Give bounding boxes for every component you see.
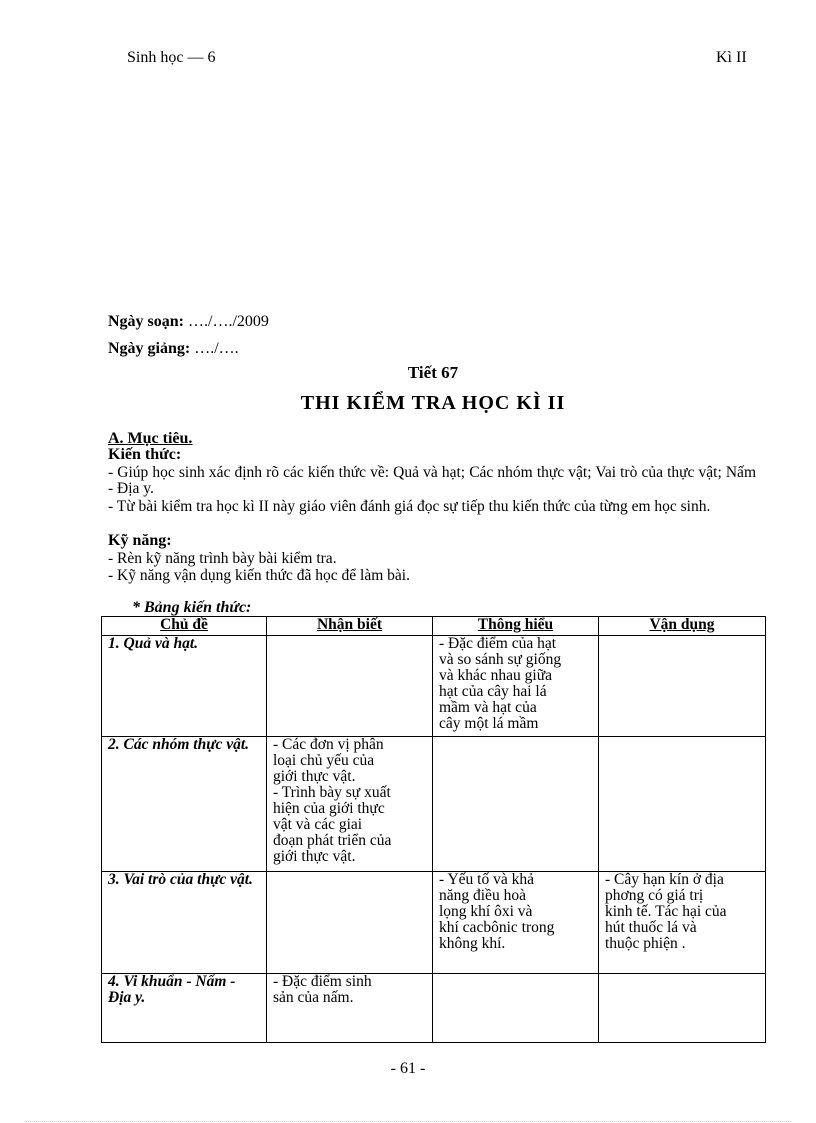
date-prepared-label: Ngày soạn: — [108, 313, 185, 330]
page-bottom-divider — [25, 1121, 791, 1122]
page-number: - 61 - — [390, 1060, 426, 1077]
table-header-row — [102, 617, 766, 636]
row-understand: - Yếu tố và khả năng điều hoà lọng khí ôxi và khí cacbônic trong không khí. — [433, 872, 599, 974]
row-apply — [599, 737, 766, 872]
knowledge-heading: Kiến thức: — [108, 446, 182, 463]
row-topic: 1. Quả và hạt. — [102, 636, 267, 737]
row-recognize — [267, 872, 433, 974]
col-header-topic: Chủ đề — [102, 617, 267, 636]
date-taught — [108, 340, 239, 358]
skills-item-2: - Kỹ năng vận dụng kiến thức đã học để làm bài. — [108, 567, 410, 584]
date-prepared-value: …./…./2009 — [184, 313, 269, 330]
lesson-number: Tiết 67 — [407, 363, 459, 382]
date-taught-value: …./…. — [190, 340, 239, 357]
row-recognize — [267, 636, 433, 737]
row-topic: 3. Vai trò của thực vật. — [102, 872, 267, 974]
row-apply: - Cây hạn kín ở địa phơng có giá trị kinh tế. Tác hại của hút thuốc lá và thuộc phiện . — [599, 872, 766, 974]
knowledge-item-2: - Từ bài kiểm tra học kì II này giáo viên đánh giá đọc sự tiếp thu kiến thức của từng em học sinh. — [108, 498, 711, 515]
col-header-understand: Thông hiểu — [433, 617, 599, 636]
row-apply — [599, 636, 766, 737]
row-apply — [599, 974, 766, 1043]
header-term: Kì II — [716, 49, 747, 66]
lesson-title: THI KIỂM TRA HỌC KÌ II — [300, 392, 566, 414]
row-topic: 4. Vi khuẩn - Nấm - Địa y. — [102, 974, 267, 1043]
row-recognize: - Đặc điểm sinh sản của nấm. — [267, 974, 433, 1043]
table-row — [102, 737, 766, 872]
col-header-recognize: Nhận biết — [267, 617, 433, 636]
date-prepared — [108, 313, 269, 331]
skills-heading: Kỹ năng: — [108, 532, 172, 549]
table-row — [102, 636, 766, 737]
row-understand — [433, 974, 599, 1043]
table-row — [102, 872, 766, 974]
row-understand — [433, 737, 599, 872]
date-taught-label: Ngày giảng: — [108, 340, 191, 357]
objectives-heading: A. Mục tiêu. — [108, 430, 193, 447]
knowledge-table — [101, 616, 766, 1043]
col-header-apply: Vận dụng — [599, 617, 766, 636]
table-caption: * Bảng kiến thức: — [132, 599, 252, 616]
skills-item-1: - Rèn kỹ năng trình bày bài kiểm tra. — [108, 550, 337, 567]
header-subject: Sinh học — 6 — [127, 49, 216, 66]
row-understand: - Đặc điểm của hạt và so sánh sự giống và khác nhau giữa hạt của cây hai lá mầm và hạt của cây một lá mầm — [433, 636, 599, 737]
knowledge-item-1: - Giúp học sinh xác định rõ các kiến thức về: Quả và hạt; Các nhóm thực vật; Vai trò của thực vật; Nấm - Địa y. — [108, 464, 756, 497]
row-topic: 2. Các nhóm thực vật. — [102, 737, 267, 872]
row-recognize: - Các đơn vị phân loại chủ yếu của giới thực vật. - Trình bày sự xuất hiện của giới thực vật và các giai đoạn phát triển của giới thực vật. — [267, 737, 433, 872]
table-row — [102, 974, 766, 1043]
